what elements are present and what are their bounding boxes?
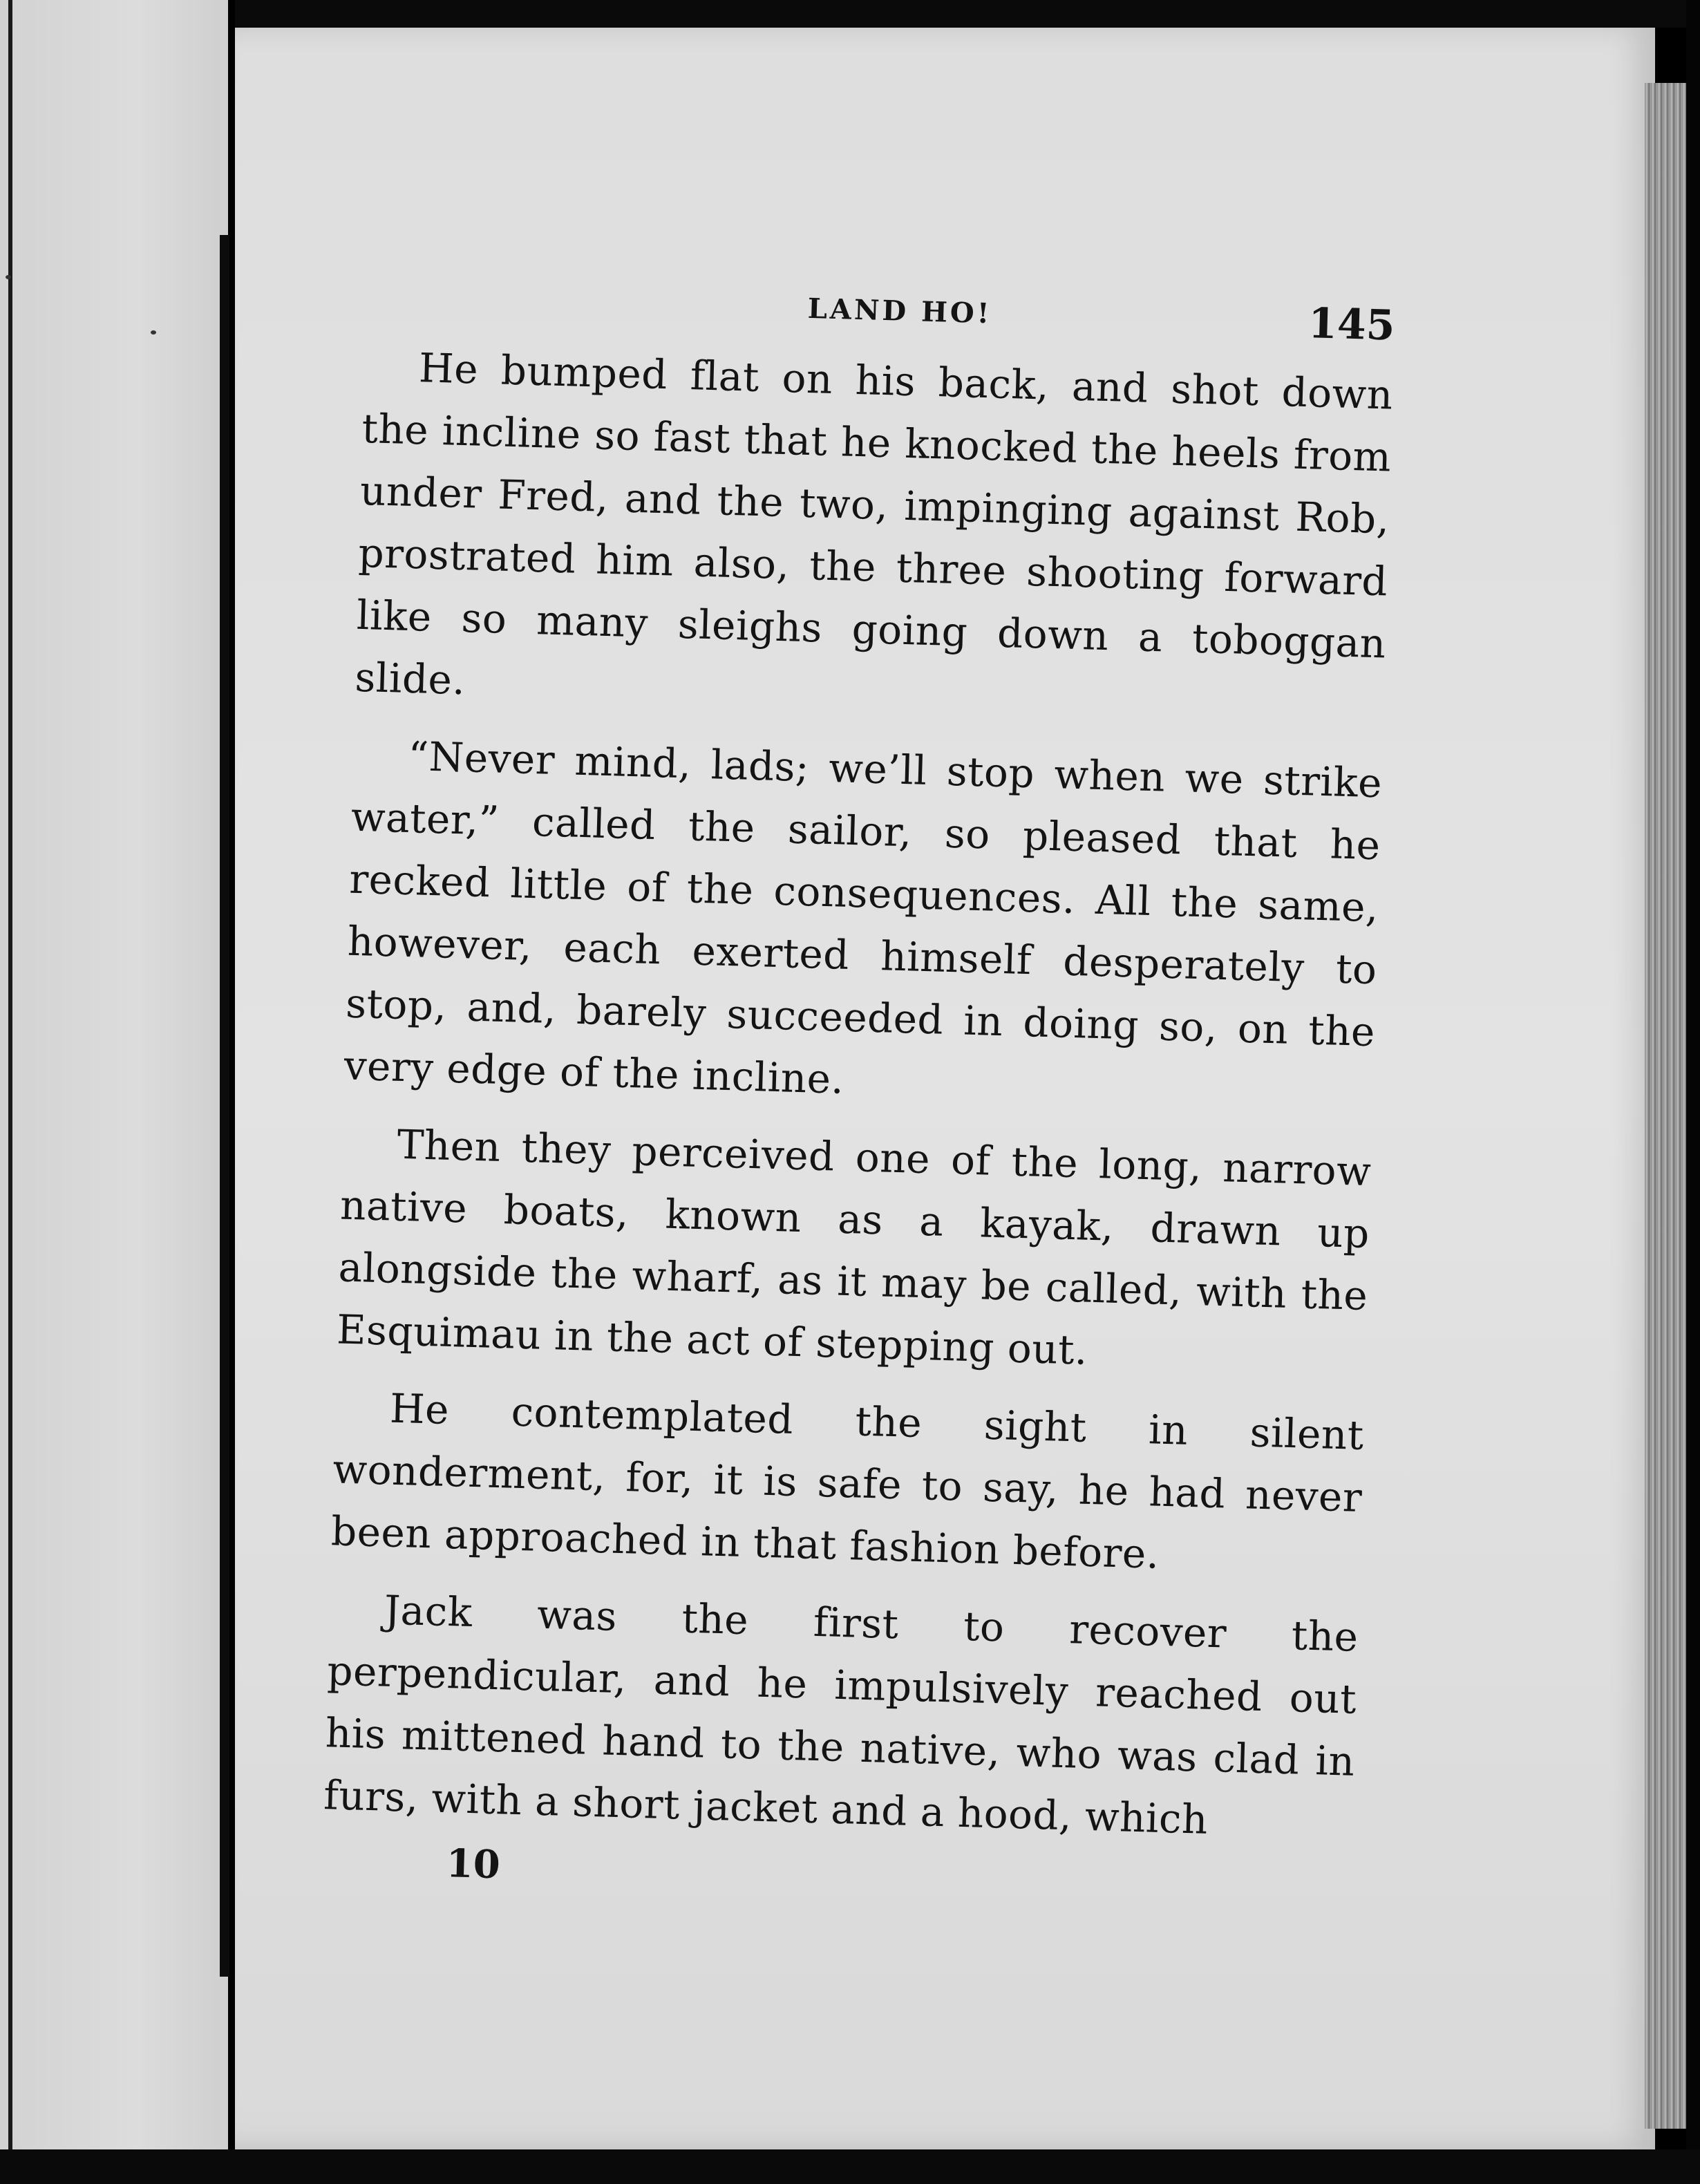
paragraph: Then they perceived one of the long, narrow native boats, known as a kayak, drawn up alongside the wharf, as it may be called, with the Esquimau in the act of stepping out.	[336, 1120, 1372, 1374]
book-gutter	[220, 235, 229, 1977]
facing-page	[0, 0, 228, 2170]
paragraph: Jack was the first to recover the perpendicular, and he impulsively reached out his mittened hand to the native, who was clad in furs, with a short jacket and a hood, which	[323, 1586, 1359, 1843]
facing-page-mark	[151, 330, 156, 335]
signature-mark: 10	[445, 1841, 501, 1888]
paragraph: He contemplated the sight in silent wonderment, for, it is safe to say, he had never been approached in that fashion before.	[330, 1384, 1365, 1578]
scan-border-right	[1686, 0, 1700, 2184]
facing-page-edge	[8, 0, 12, 2170]
page-number: 145	[1307, 299, 1396, 350]
paragraph: “Never mind, lads; we’ll stop when we strike water,” called the sailor, so pleased that he recked little of the consequences. All the same, however, each exerted himself desperately to stop, and, barely succeeded in doing so, on the very edge of the incline.	[343, 732, 1383, 1103]
page-text-block	[321, 273, 1395, 1912]
paragraph: He bumped flat on his back, and shot down the incline so fast that he knocked the heels from under Fred, and the two, impinging against Rob, prostrated him also, the three shooting forward like so many sleighs going down a toboggan slide.	[354, 344, 1394, 704]
page-block-edges	[1645, 83, 1686, 2129]
scan-border-bottom	[0, 2149, 1700, 2184]
scan-border-top	[235, 0, 1700, 28]
running-head: LAND HO!	[807, 292, 992, 330]
facing-page-mark	[6, 275, 11, 279]
